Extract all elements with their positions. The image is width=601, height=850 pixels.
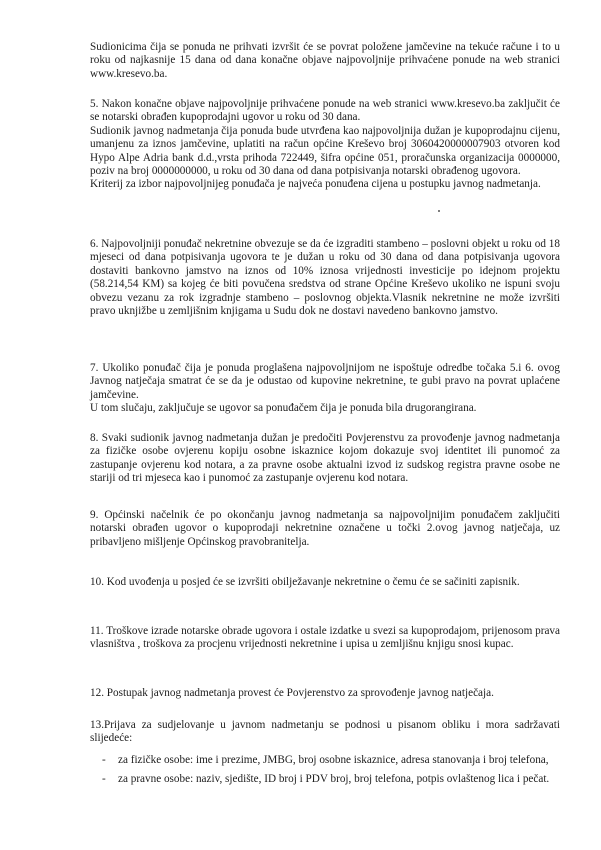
list-item-text: za pravne osobe: naziv, sjedište, ID broj i PDV broj, broj telefona, potpis ovlaštenog lica i pečat. — [118, 773, 550, 786]
paragraph-10: 10. Kod uvođenja u posjed će se izvršiti obilježavanje nekretnine o čemu će se sačiniti zapisnik. — [90, 576, 520, 588]
list-dash: - — [102, 773, 106, 786]
requirements-list — [90, 754, 560, 793]
paragraph-9: 9. Općinski načelnik će po okončanju javnog nadmetanja sa najpovoljnijim ponuđačem zaključiti notarski obrađen ugovor o kupoprodaji nekretnine označene u točki 2.ovog javnog natječaja, uz pribavljeno mišljenje Općinskog pravobranitelja. — [90, 509, 560, 548]
paragraph-intro: Sudionicima čija se ponuda ne prihvati izvršit će se povrat položene jamčevine na tekuće račune i to u roku od najkasnije 15 dana od dana konačne objave najpovoljnije prihvaćene ponude na web stranici www.kresevo.ba. — [90, 41, 560, 80]
paragraph-5: 5. Nakon konačne objave najpovoljnije prihvaćene ponude na web stranici www.kresevo.ba zaključit će se notarski obrađen kupoprodajni ugovor u roku od 30 dana. Sudionik javnog nadmetanja čija ponuda bude utvrđena kao najpovoljnija dužan je kupoprodajnu cijenu, umanjenu za iznos jamčevine, uplatiti na račun općine Kreševo broj 3060420000007903 otvoren kod Hypo Alpe Adria bank d.d.,vrsta prihoda 722449, šifra općine 051, proračunska organizacija 0000000, poziv na broj 0000000000, u roku od 30 dana od dana potpisivanja notarski obrađenog ugovora. Kriterij za izbor najpovoljnijeg ponuđača je najveća ponuđena cijena u postupku javnog nadmetanja. — [90, 98, 560, 191]
paragraph-13: 13.Prijava za sudjelovanje u javnom nadmetanju se podnosi u pisanom obliku i mora sadržavati slijedeće: — [90, 719, 560, 745]
list-item — [90, 754, 560, 767]
paragraph-6: 6. Najpovoljniji ponuđač nekretnine obvezuje se da će izgraditi stambeno – poslovni objekt u roku od 18 mjeseci od dana potpisivanja ugovora te je dužan u roku od 30 dana od dana potpisivanja ugovora dostaviti bankovno jamstvo na iznos od 10% iznosa vrijednosti investicije po idejnom projektu (58.214,54 KM) sa kojeg će biti povučena sredstva od strane Općine Kreševo ukoliko ne ispuni svoju obvezu vezanu za rok izgradnje stambeno – poslovnog objekta.Vlasnik nekretnine ne može izvršiti pravo uknjižbe u zemljišnim knjigama u Sudu dok ne dostavi navedeno bankovno jamstvo. — [90, 238, 560, 318]
scan-speck — [438, 210, 440, 212]
paragraph-7: 7. Ukoliko ponuđač čija je ponuda proglašena najpovoljnijom ne ispoštuje odredbe točaka 5.i 6. ovog Javnog natječaja smatrat će se da je odustao od kupovine nekretnine, te gubi pravo na povrat uplaćene jamčevine. U tom slučaju, zaključuje se ugovor sa ponuđačem čija je ponuda bila drugorangirana. — [90, 362, 560, 415]
list-dash: - — [102, 754, 106, 766]
list-item — [90, 773, 560, 786]
paragraph-11: 11. Troškove izrade notarske obrade ugovora i ostale izdatke u svezi sa kupoprodajom, prijenosom prava vlasništva , troškova za procjenu vrijednosti nekretnine i upisa u zemljišnu knjigu snosi kupac. — [90, 625, 560, 651]
paragraph-12: 12. Postupak javnog nadmetanja provest će Povjerenstvo za sprovođenje javnog natječaja. — [90, 687, 494, 699]
list-item-text: za fizičke osobe: ime i prezime, JMBG, broj osobne iskaznice, adresa stanovanja i broj telefona, — [118, 754, 549, 766]
paragraph-8: 8. Svaki sudionik javnog nadmetanja dužan je predočiti Povjerenstvu za provođenje javnog nadmetanja za fizičke osobe ovjerenu kopiju osobne iskaznice kojom dokazuje svoj identitet ili punomoć za zastupanje ovjerenu kod notara, a za pravne osobe aktualni izvod iz sudskog registra pravne osobe ne stariji od tri mjeseca kao i punomoć za zastupanje ovjerenu kod notara. — [90, 432, 560, 485]
